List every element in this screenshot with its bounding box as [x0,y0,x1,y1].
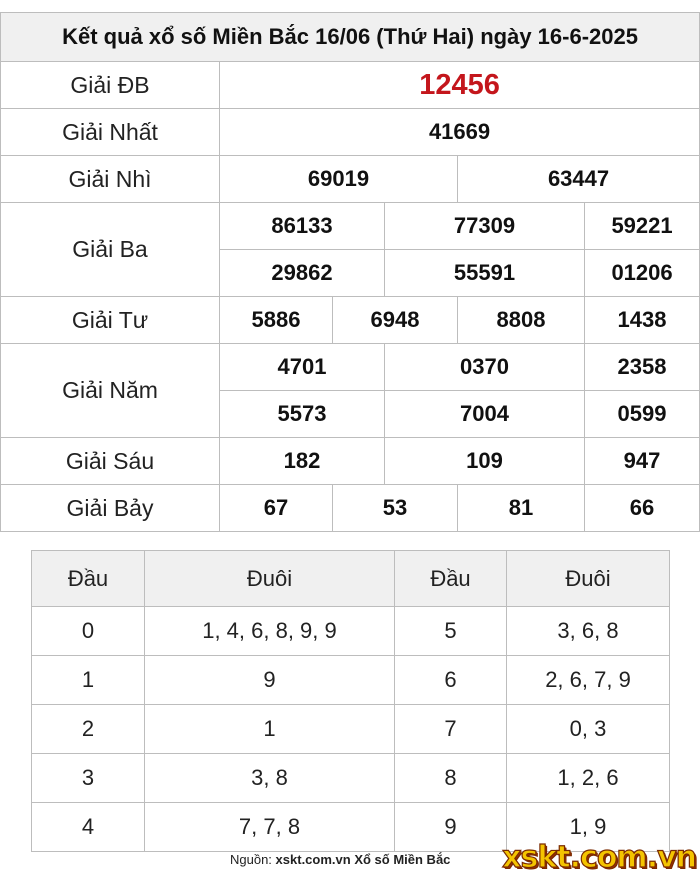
loto-row [32,607,670,656]
loto-head: 0 [32,607,145,656]
prize-label: Giải Năm [1,344,220,438]
loto-head: 5 [395,607,507,656]
loto-tail: 1, 9 [507,803,670,852]
loto-head: 1 [32,656,145,705]
loto-header: Đuôi [145,551,395,607]
prize-row-tu [1,297,700,344]
loto-header: Đầu [395,551,507,607]
prize-number: 5573 [220,391,385,438]
loto-tail: 1, 2, 6 [507,754,670,803]
page-title: Kết quả xổ số Miền Bắc 16/06 (Thứ Hai) ngày 16-6-2025 [1,13,700,62]
prize-number-db: 12456 [220,62,700,109]
prize-number: 69019 [220,156,458,203]
prize-label: Giải ĐB [1,62,220,109]
loto-row [32,656,670,705]
prize-number: 0370 [385,344,585,391]
source-footer [230,852,450,867]
loto-head: 7 [395,705,507,754]
prize-number: 109 [385,438,585,485]
footer-prefix: Nguồn: [230,852,272,867]
prize-number: 86133 [220,203,385,250]
prize-number: 66 [585,485,700,532]
prize-label: Giải Bảy [1,485,220,532]
prize-row-db [1,62,700,109]
loto-row [32,705,670,754]
brand-logo: xskt.com.vn [502,840,696,875]
prize-label: Giải Ba [1,203,220,297]
loto-head: 6 [395,656,507,705]
prize-row-bay [1,485,700,532]
prize-row-nhi [1,156,700,203]
loto-tail: 2, 6, 7, 9 [507,656,670,705]
footer-site-link[interactable]: xskt.com.vn [275,852,351,867]
prize-row-nam [1,344,700,391]
loto-tail: 9 [145,656,395,705]
prize-number: 1438 [585,297,700,344]
loto-tail: 1 [145,705,395,754]
prize-number: 0599 [585,391,700,438]
prize-number: 77309 [385,203,585,250]
prize-number: 81 [458,485,585,532]
prize-number: 67 [220,485,333,532]
prize-number: 6948 [333,297,458,344]
loto-tail: 0, 3 [507,705,670,754]
loto-head: 2 [32,705,145,754]
loto-tail: 3, 6, 8 [507,607,670,656]
prize-number: 2358 [585,344,700,391]
prize-number: 59221 [585,203,700,250]
prize-number: 182 [220,438,385,485]
prize-row-sau [1,438,700,485]
loto-head: 8 [395,754,507,803]
loto-tail: 3, 8 [145,754,395,803]
prize-number: 01206 [585,250,700,297]
footer-site-name: Xổ số Miền Bắc [354,852,451,867]
prize-number: 41669 [220,109,700,156]
prize-number: 5886 [220,297,333,344]
prize-label: Giải Nhất [1,109,220,156]
loto-table [31,550,670,852]
loto-header: Đuôi [507,551,670,607]
results-table [0,12,700,532]
prize-label: Giải Nhì [1,156,220,203]
prize-label: Giải Sáu [1,438,220,485]
loto-head: 3 [32,754,145,803]
prize-number: 4701 [220,344,385,391]
loto-header-row [32,551,670,607]
prize-number: 55591 [385,250,585,297]
prize-number: 29862 [220,250,385,297]
loto-tail: 1, 4, 6, 8, 9, 9 [145,607,395,656]
loto-head: 4 [32,803,145,852]
prize-number: 53 [333,485,458,532]
loto-row [32,754,670,803]
loto-head: 9 [395,803,507,852]
loto-header: Đầu [32,551,145,607]
prize-number: 63447 [458,156,700,203]
prize-number: 947 [585,438,700,485]
prize-label: Giải Tư [1,297,220,344]
prize-row-nhat [1,109,700,156]
loto-tail: 7, 7, 8 [145,803,395,852]
prize-row-ba [1,203,700,250]
prize-number: 7004 [385,391,585,438]
prize-number: 8808 [458,297,585,344]
